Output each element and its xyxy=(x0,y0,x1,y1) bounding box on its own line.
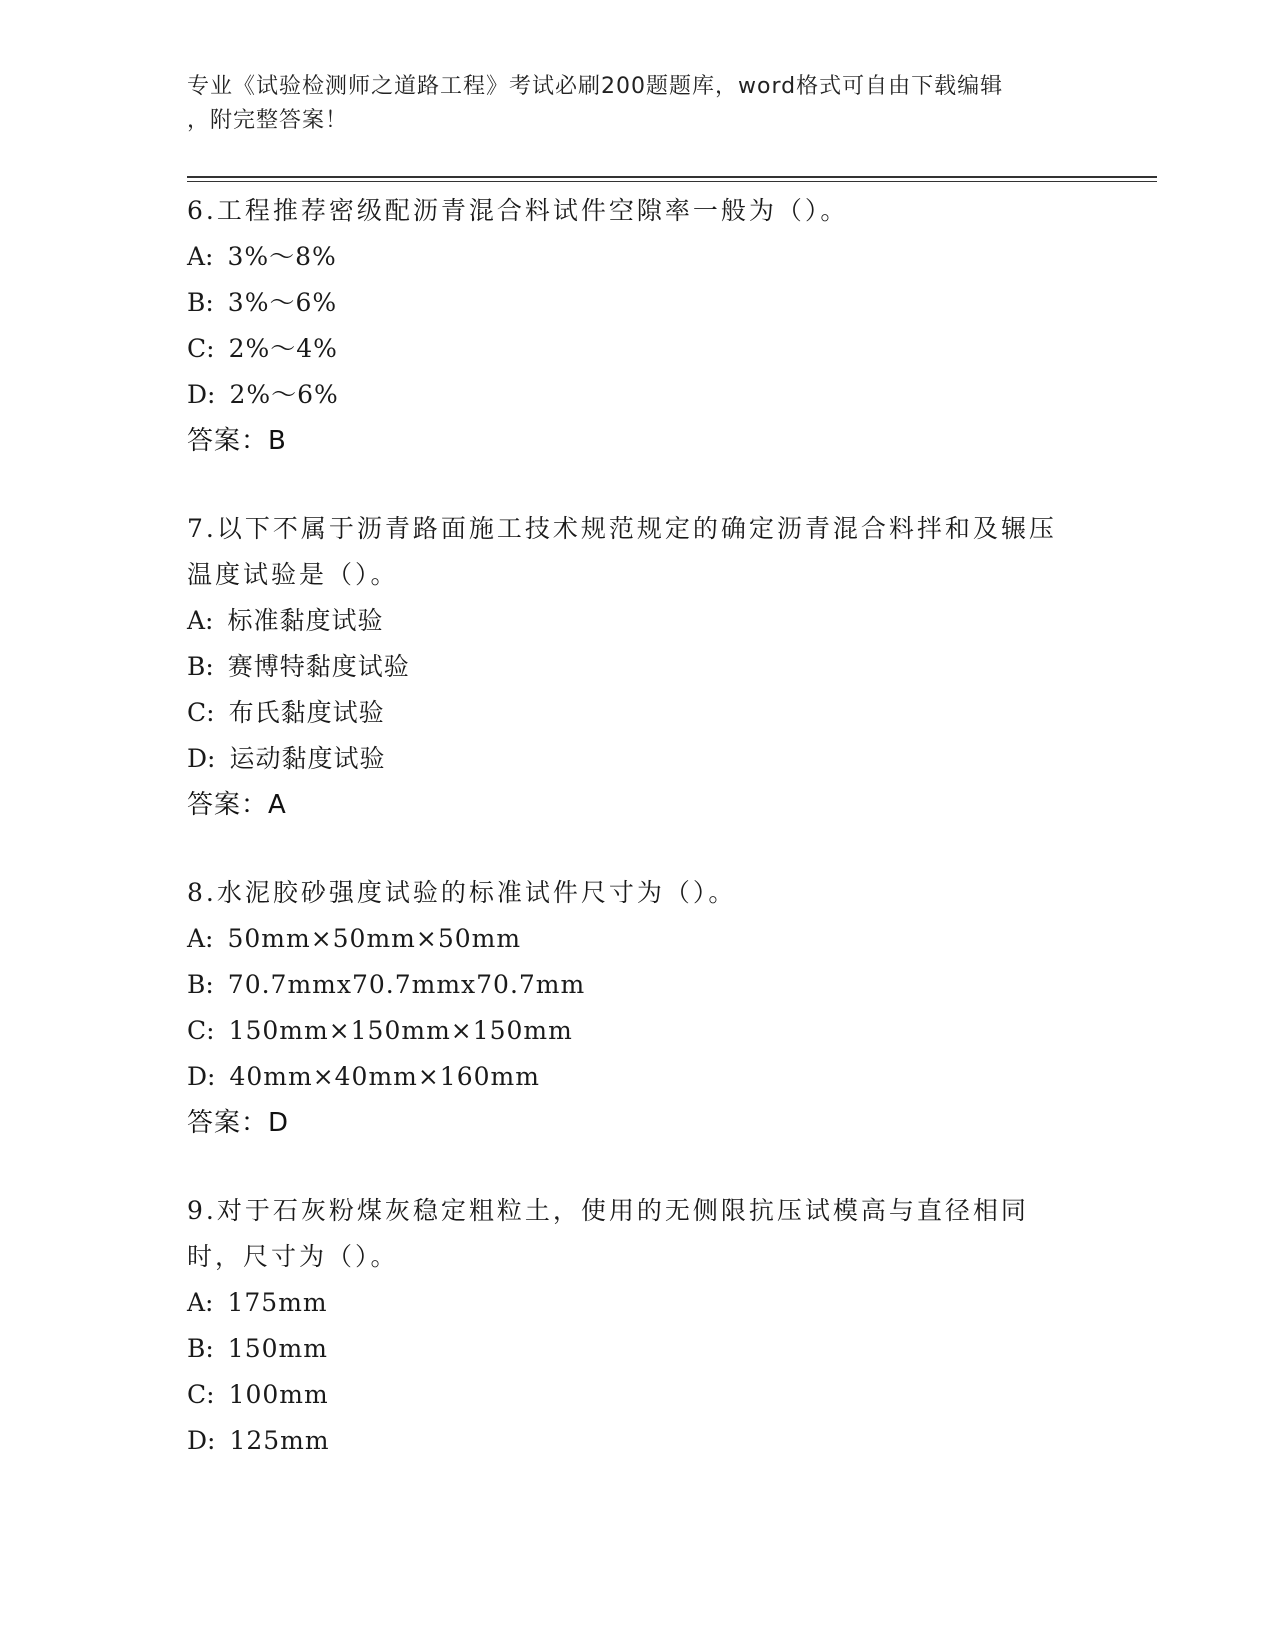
option-letter: C: xyxy=(187,698,215,727)
option-letter: A: xyxy=(187,1288,214,1317)
option-text: 布氏黏度试验 xyxy=(228,698,385,727)
option-text: 70.7mmx70.7mmx70.7mm xyxy=(227,970,586,999)
question-9 xyxy=(187,1188,1067,1464)
question-stem: 9.对于石灰粉煤灰稳定粗粒土，使用的无侧限抗压试模高与直径相同时，尺寸为（）。 xyxy=(187,1196,1029,1271)
option-c xyxy=(187,1008,1067,1054)
option-b xyxy=(187,280,1067,326)
option-text: 标准黏度试验 xyxy=(227,606,384,635)
document-header xyxy=(187,70,1067,138)
answer-line: 答案：D xyxy=(187,1108,290,1138)
option-letter: D: xyxy=(187,1062,216,1091)
option-text: 150mm xyxy=(227,1334,328,1363)
option-text: 150mm×150mm×150mm xyxy=(228,1016,573,1045)
option-letter: D: xyxy=(187,380,216,409)
option-text: 100mm xyxy=(228,1380,329,1409)
option-a xyxy=(187,598,1067,644)
option-letter: B: xyxy=(187,288,214,317)
option-letter: B: xyxy=(187,970,214,999)
question-list xyxy=(187,188,1067,1506)
option-a xyxy=(187,1280,1067,1326)
option-d xyxy=(187,1054,1067,1100)
question-6 xyxy=(187,188,1067,464)
option-letter: B: xyxy=(187,652,214,681)
header-divider xyxy=(187,176,1157,182)
question-stem: 6.工程推荐密级配沥青混合料试件空隙率一般为（）。 xyxy=(187,196,849,225)
option-text: 3%～8% xyxy=(227,242,337,271)
option-b xyxy=(187,962,1067,1008)
option-text: 40mm×40mm×160mm xyxy=(229,1062,540,1091)
header-line-1: 专业《试验检测师之道路工程》考试必刷200题题库，word格式可自由下载编辑 xyxy=(187,74,1004,99)
option-a xyxy=(187,234,1067,280)
option-letter: C: xyxy=(187,334,215,363)
option-text: 赛博特黏度试验 xyxy=(227,652,410,681)
question-7 xyxy=(187,506,1067,828)
option-letter: A: xyxy=(187,242,214,271)
option-letter: D: xyxy=(187,1426,216,1455)
option-letter: B: xyxy=(187,1334,214,1363)
option-letter: C: xyxy=(187,1380,215,1409)
option-letter: C: xyxy=(187,1016,215,1045)
option-text: 125mm xyxy=(229,1426,330,1455)
question-8 xyxy=(187,870,1067,1146)
option-c xyxy=(187,326,1067,372)
option-text: 3%～6% xyxy=(227,288,338,317)
answer-line: 答案：A xyxy=(187,790,287,820)
option-b xyxy=(187,644,1067,690)
option-d xyxy=(187,1418,1067,1464)
option-text: 50mm×50mm×50mm xyxy=(227,924,522,953)
question-stem: 8.水泥胶砂强度试验的标准试件尺寸为（）。 xyxy=(187,878,737,907)
option-text: 运动黏度试验 xyxy=(229,744,386,773)
option-b xyxy=(187,1326,1067,1372)
option-d xyxy=(187,372,1067,418)
option-letter: D: xyxy=(187,744,216,773)
option-c xyxy=(187,1372,1067,1418)
option-a xyxy=(187,916,1067,962)
option-text: 2%～4% xyxy=(228,334,338,363)
option-letter: A: xyxy=(187,924,214,953)
option-text: 2%～6% xyxy=(229,380,339,409)
option-c xyxy=(187,690,1067,736)
question-stem: 7.以下不属于沥青路面施工技术规范规定的确定沥青混合料拌和及辗压温度试验是（）。 xyxy=(187,514,1057,589)
option-letter: A: xyxy=(187,606,214,635)
header-line-2: ，附完整答案！ xyxy=(187,108,349,133)
answer-line: 答案：B xyxy=(187,426,287,456)
option-d xyxy=(187,736,1067,782)
option-text: 175mm xyxy=(227,1288,328,1317)
